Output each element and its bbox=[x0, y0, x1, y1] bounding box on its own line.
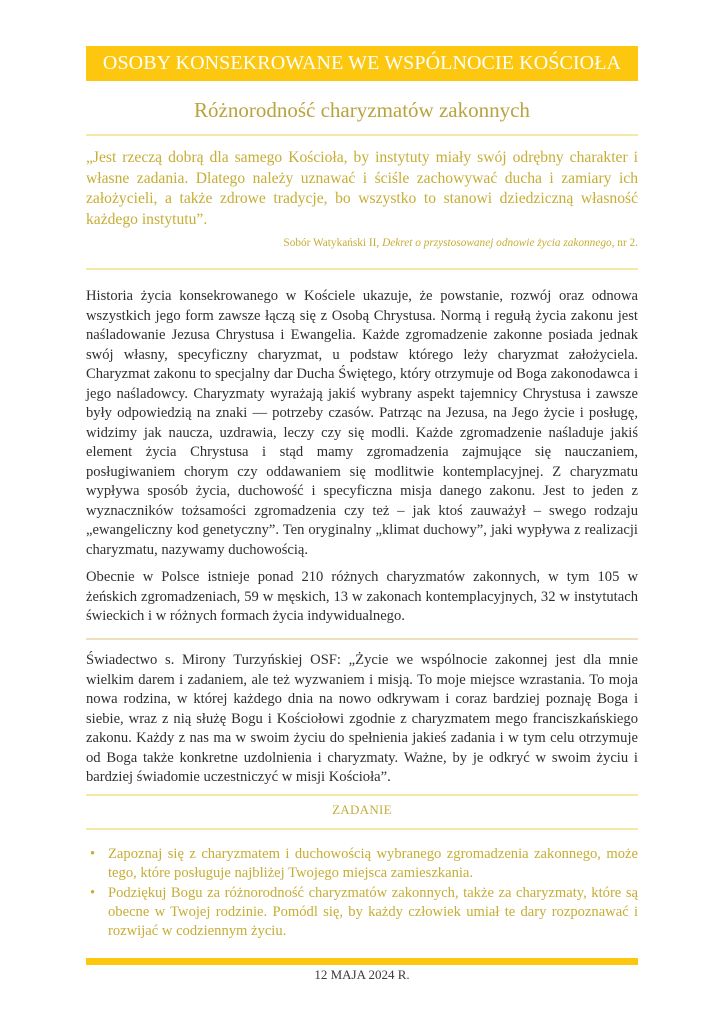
quote-source bbox=[86, 235, 638, 251]
quote-source-author: Sobór Watykański II, bbox=[283, 237, 383, 249]
task-item-text: Zapoznaj się z charyzmatem i duchowością wybranego zgromadzenia zakonnego, może tego, które posługuje najbliżej Twojego miejsca zamieszkania. bbox=[108, 846, 638, 882]
bullet-icon: • bbox=[90, 846, 96, 862]
quote-source-title: Dekret o przystosowanej odnowie życia zakonnego bbox=[382, 237, 612, 249]
body-paragraph-history: Historia życia konsekrowanego w Kościele ukazuje, że powstanie, rozwój oraz odnowa wszystkich jego form zawsze łączą się z Osobą Chrystusa. Normą i regułą życia zakonu jest naśladowanie Jezusa Chrystusa i Ewangelia. Każde zgromadzenie zakonne posiada jednak swój własny, specyficzny charyzmat, u podstaw którego leży charyzmat założyciela. Charyzmat zakonu to specjalny dar Ducha Świętego, który otrzymuje od Boga zakonodawca i jego naśladowcy. Charyzmaty wyrażają jakiś wybrany aspekt tajemnicy Chrystusa i zawsze były odpowiedzią na znaki — potrzeby czasów. Patrząc na Jezusa, na Jego życie i posługę, widzimy jak naucza, uzdrawia, leczy czy się modli. Każde zgromadzenie naśladuje jakiś element życia Chrystusa i stąd mamy zgromadzenia zajmujące się nauczaniem, posługiwaniem chorym czy oddawaniem się modlitwie kontemplacyjnej. Z charyzmatu wypływa sposób życia, duchowość i specyficzna misja danego zakonu. Jest to jeden z wyznaczników tożsamości zgromadzenia czy też – jak ktoś zauważył – swego rodzaju „ewangeliczny kod genetyczny”. Ten oryginalny „klimat duchowy”, jaki wypływa z realizacji charyzmatu, nazywamy duchowością. bbox=[86, 288, 638, 558]
task-item bbox=[86, 884, 638, 942]
body-paragraph-statistics: Obecnie w Polsce istnieje ponad 210 różnych charyzmatów zakonnych, w tym 105 w żeńskich zgromadzeniach, 59 w męskich, 13 w zakonach kontemplacyjnych, 32 w instytutach świeckich i w różnych formach życia indywidualnego. bbox=[86, 569, 638, 624]
task-list bbox=[86, 845, 638, 941]
divider-under-title bbox=[86, 134, 638, 136]
footer-accent-bar bbox=[86, 958, 638, 965]
divider-under-quote bbox=[86, 268, 638, 270]
page-title: Różnorodność charyzmatów zakonnych bbox=[194, 98, 530, 122]
divider-before-testimony bbox=[86, 638, 638, 640]
section-banner: OSOBY KONSEKROWANE WE WSPÓLNOCIE KOŚCIOŁA bbox=[86, 46, 638, 81]
council-quote: „Jest rzeczą dobrą dla samego Kościoła, by instytuty miały swój odrębny charakter i własne zadania. Dlatego należy uznawać i ściśle zachowywać ducha i zamiary ich założycieli, a także zdrowe tradycje, bo wszystko to stanowi dziedziczną własność każdego instytutu”. bbox=[86, 149, 638, 228]
quote-source-ref: , nr 2. bbox=[611, 237, 638, 249]
bullet-icon: • bbox=[90, 884, 96, 901]
divider-below-task bbox=[86, 828, 638, 830]
task-item-text: Podziękuj Bogu za różnorodność charyzmatów zakonnych, także za charyzmaty, które są obecne w Twojej rodzinie. Pomódl się, by każdy człowiek umiał te dary rozpoznawać i rozwijać w codziennym życiu. bbox=[108, 884, 638, 940]
testimony-paragraph: Świadectwo s. Mirony Turzyńskiej OSF: „Życie we wspólnocie zakonnej jest dla mnie wielkim darem i zadaniem, ale też wyzwaniem i misją. To moje miejsce wzrastania. To moja nowa rodzina, w której każdego dnia na nowo odkrywam i coraz bardziej poznaję Boga i siebie, wraz z nią służę Bogu i Kościołowi zgodnie z charyzmatem mego franciszkańskiego zakonu. Każdy z nas ma w swoim życiu do spełnienia jakieś zadania i w tym celu otrzymuje od Boga także konkretne uzdolnienia i charyzmaty. Ważne, by je odkryć w swoim życiu i bardziej świadomie uczestniczyć w misji Kościoła”. bbox=[86, 652, 638, 785]
task-heading: ZADANIE bbox=[332, 802, 392, 817]
task-item bbox=[86, 845, 638, 884]
footer-date: 12 MAJA 2024 R. bbox=[314, 967, 410, 982]
divider-above-task bbox=[86, 794, 638, 796]
